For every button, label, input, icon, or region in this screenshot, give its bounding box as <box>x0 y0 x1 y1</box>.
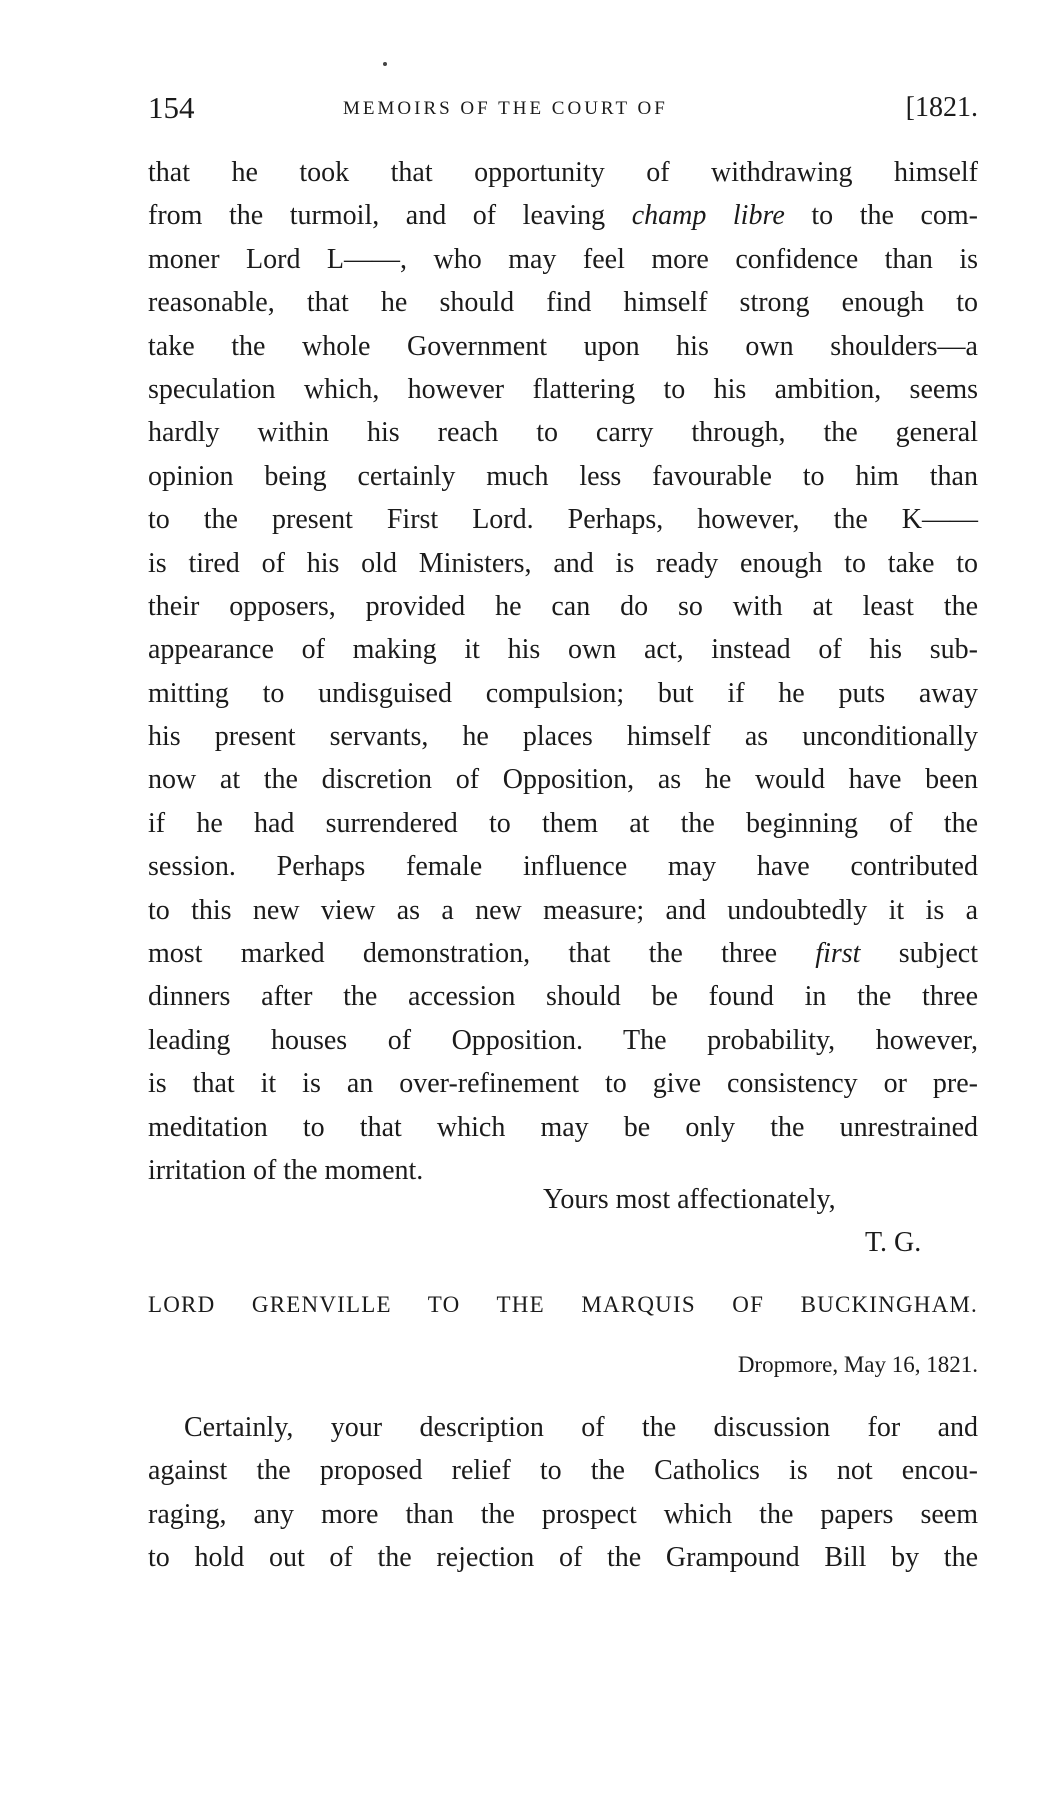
italic-word: first <box>815 938 861 970</box>
text-line: if he had surrendered to them at the beginning of the <box>148 807 978 839</box>
text-line: meditation to that which may be only the unrestrained <box>148 1111 978 1143</box>
text-line-start: most marked demonstration, that the three <box>148 938 816 970</box>
text-line: against the proposed relief to the Catholics is not encou- <box>148 1455 978 1487</box>
text-line: to this new view as a new measure; and undoubtedly it is a <box>148 894 978 926</box>
text-line: session. Perhaps female influence may have contributed <box>148 851 978 883</box>
letter-closing <box>148 1178 978 1264</box>
text-line: now at the discretion of Opposition, as he would have been <box>148 764 978 796</box>
new-letter-body <box>148 1406 978 1580</box>
letter-body-continued <box>148 151 978 1192</box>
text-line: hardly within his reach to carry through, the general <box>148 417 978 449</box>
text-line: leading houses of Opposition. The probability, however, <box>148 1024 978 1056</box>
text-line: is that it is an over-refinement to give consistency or pre- <box>148 1068 978 1100</box>
text-line: reasonable, that he should find himself strong enough to <box>148 287 978 319</box>
text-line: moner Lord L——, who may feel more confidence than is <box>148 243 978 275</box>
text-line: that he took that opportunity of withdrawing himself <box>148 157 978 188</box>
text-line-start: from the turmoil, and of leaving <box>148 200 632 232</box>
text-line: speculation which, however flattering to his ambition, seems <box>148 373 978 405</box>
text-line: appearance of making it his own act, instead of his sub- <box>148 634 978 666</box>
page-number: 154 <box>148 90 195 125</box>
text-line: their opposers, provided he can do so with at least the <box>148 590 978 622</box>
header-year: [1821. <box>905 92 978 123</box>
text-line: his present servants, he places himself as unconditionally <box>148 721 978 753</box>
ink-speck <box>383 62 387 66</box>
text-line: raging, any more than the prospect which the papers seem <box>148 1498 978 1530</box>
text-line: opinion being certainly much less favourable to him than <box>148 460 978 492</box>
text-line: mitting to undisguised compulsion; but if he puts away <box>148 677 978 709</box>
text-line <box>148 194 978 237</box>
letter-heading: LORD GRENVILLE TO THE MARQUIS OF BUCKINGHAM. <box>148 1292 978 1317</box>
text-line <box>148 932 978 975</box>
text-line: to hold out of the rejection of the Grampound Bill by the <box>148 1542 978 1574</box>
text-line: take the whole Government upon his own shoulders—a <box>148 330 978 362</box>
text-line: Certainly, your description of the discussion for and <box>184 1412 978 1443</box>
text-line: to the present First Lord. Perhaps, however, the K—— <box>148 504 978 536</box>
signature: T. G. <box>865 1227 922 1258</box>
running-title: MEMOIRS OF THE COURT OF <box>343 98 668 119</box>
valediction: Yours most affectionately, <box>543 1184 836 1215</box>
text-line-end: subject <box>860 938 979 970</box>
italic-phrase: champ libre <box>631 200 785 232</box>
page-header <box>148 90 978 130</box>
text-line: irritation of the moment. <box>148 1154 424 1186</box>
text-line: dinners after the accession should be found in the three <box>148 981 978 1013</box>
text-line-end: to the com- <box>784 200 978 232</box>
letter-dateline: Dropmore, May 16, 1821. <box>737 1352 978 1377</box>
text-line: is tired of his old Ministers, and is ready enough to take to <box>148 547 978 579</box>
